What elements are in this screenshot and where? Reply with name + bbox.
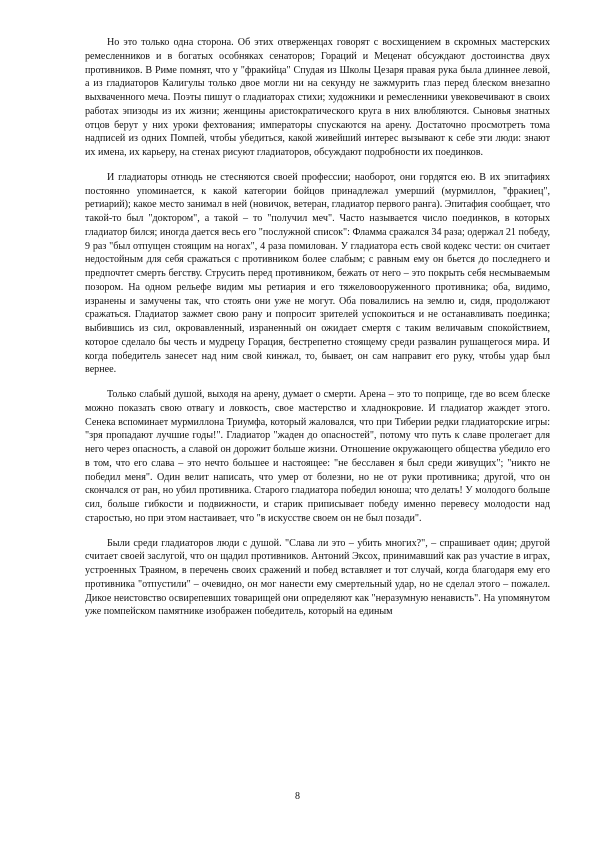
paragraph-4: Были среди гладиаторов люди с душой. "Слава ли это – убить многих?", – спрашивает один; другой считает своей заслугой, что он щадил противников. Антоний Эксох, принимавший как раз участие в играх, устроенных Траяном, в перечень своих сражений и побед вставляет и тот случай, когда благодаря ему его противника "отпустили" – очевидно, он мог нанести ему смертельный удар, но не сделал этого – пожалел. Дикое неистовство освирепевших товарищей они определяют как "неразумную ненависть". На упомянутом уже помпейском памятнике изображен победитель, который на единым bbox=[85, 537, 550, 618]
page-number: 8 bbox=[295, 791, 300, 802]
paragraph-3: Только слабый душой, выходя на арену, думает о смерти. Арена – это то поприще, где во всем блеске можно показать свою отвагу и ловкость, свое мастерство и хладнокровие. И гладиатор жаждет этого. Сенека вспоминает мурмиллона Триумфа, который жаловался, что при Тиберии редки гладиаторские игры: "зря пропадают лучшие годы!". Гладиатор "жаден до опасностей", потому что путь к славе пролегает для него через опасность, а славой он дорожит больше жизни. Отношение окружающего общества убедило его в том, что его слава – это нечто большее и настоящее: "не бесславен я был среди живущих"; "никто не победил меня". Один велит написать, что умер от болезни, но не от руки противника; другой, что он скончался от ран, но убил противника. Старого гладиатора победил юноша; что делать! У молодого больше сил, больше гибкости и подвижности, и старик приписывает победу именно перевесу молодости над старостью, но при этом настаивает, что "в искусстве своем он не был позади". bbox=[85, 389, 550, 524]
paragraph-2: И гладиаторы отнюдь не стесняются своей профессии; наоборот, они гордятся ею. В их эпитафиях постоянно упоминается, к какой категории бойцов принадлежал умерший (мурмиллон, "фракиец", ретиарий); какое место занимал в ней (новичок, ветеран, гладиатор первого ранга). Эпитафия сообщает, что такой-то был "доктором", а такой – то "получил меч". Часто называется число поединков, в которых гладиатор бился; иногда дается весь его "послужной список": Фламма сражался 34 раза; одержал 21 победу, 9 раз "был отпущен стоящим на ногах", 4 раза помилован. У гладиатора есть свой кодекс чести: он считает недостойным для себя сражаться с противником более слабым; с равным ему он бьется до последнего и предпочтет смерть бегству. Струсить перед противником, бежать от него – это покрыть себя несмываемым позором. На одном рельефе видим мы ретиария и его тяжеловооруженного противника; оба, видимо, изранены и замучены так, что стоять они уже не могут. Оба повалились на землю и, сидя, продолжают сражаться. Гладиатор зажмет свою рану и попросит зрителей успокоиться и не останавливать поединка; выбившись из сил, окровавленный, израненный он ожидает смертя с таким величавым спокойствием, которое сделало бы честь и мудрецу Горация, бестрепетно стоящему среди развалин рушащегося мира. И когда победитель занесет над ним свой кинжал, то, бывает, он сам направит его руку, чтобы удар был вернее. bbox=[85, 171, 550, 376]
paragraph-1: Но это только одна сторона. Об этих отверженцах говорят с восхищением в скромных мастерских ремесленников и в богатых особняках сенаторов; Гораций и Меценат обсуждают достоинства двух противников. В Риме помнят, что у "фракийца" Спудая из Школы Цезаря правая рука была длиннее левой, а из гладиаторов Калигулы только двое могли ни на секунду не зажмурить глаз перед блеском внезапно выхваченного меча. Поэты пишут о гладиаторах стихи; художники и ремесленники увековечивают в своих работах эпизоды из их жизни; женщины аристократического круга в них влюбляются. Сыновья знатных отцов берут у них уроки фехтования; императоры спускаются на арену. Достаточно просмотреть тома надписей из одних Помпей, чтобы убедиться, какой живейший интерес вызывают к себе эти люди: знают их имена, их карьеру, на стенах рисуют гладиаторов, обсуждают подробности их поединков. bbox=[85, 37, 550, 158]
document-page bbox=[85, 36, 550, 619]
